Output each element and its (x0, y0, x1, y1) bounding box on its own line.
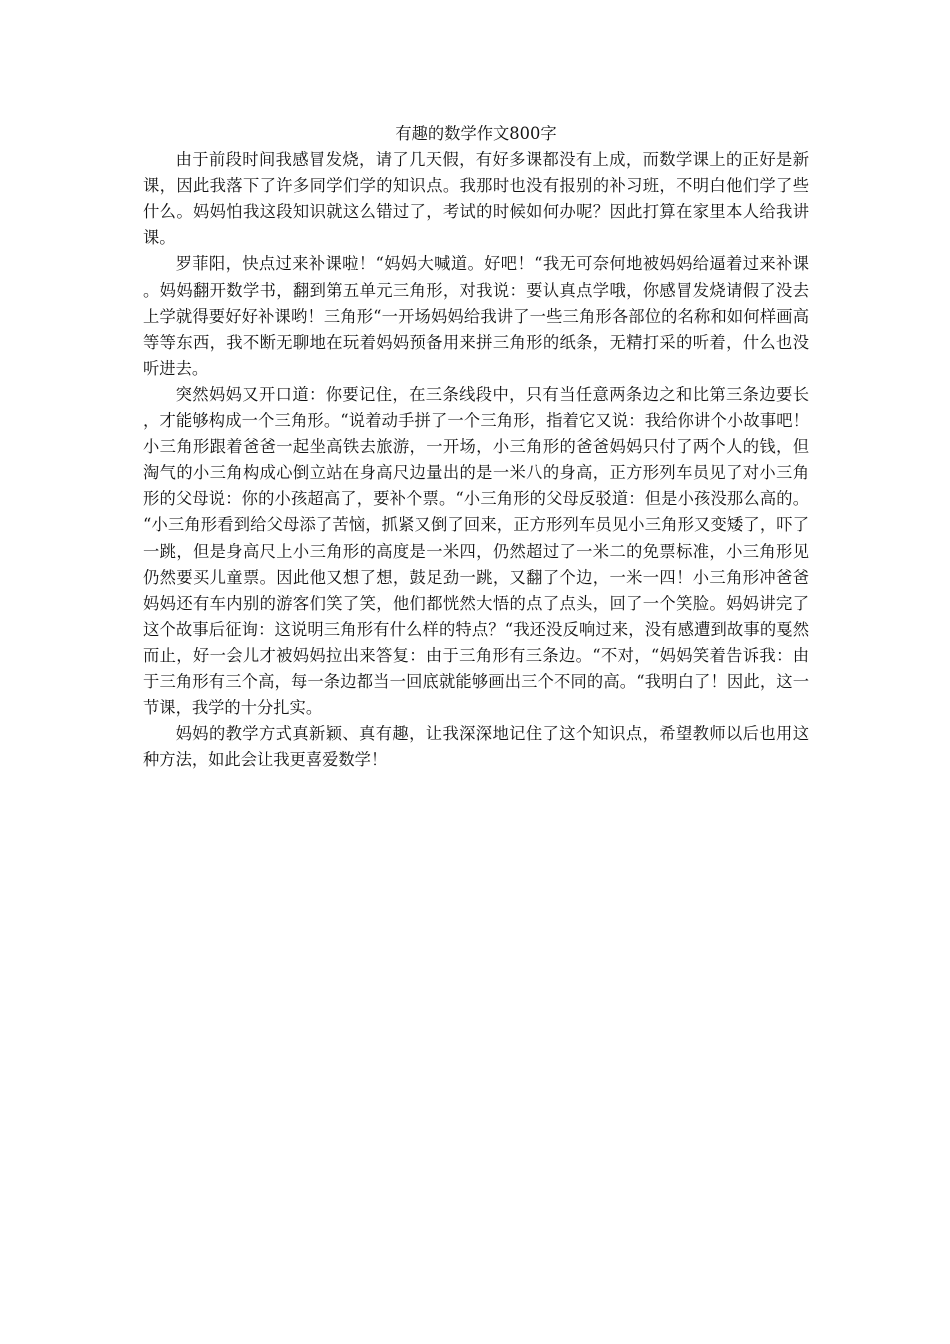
paragraph-4: 妈妈的教学方式真新颖、真有趣，让我深深地记住了这个知识点，希望教师以后也用这种方法，如此会让我更喜爱数学！ (143, 724, 809, 770)
paragraph-3: 突然妈妈又开口道：你要记住，在三条线段中，只有当任意两条边之和比第三条边要长，才能够构成一个三角形。“说着动手拼了一个三角形，指着它又说：我给你讲个小故事吧！小三角形跟着爸爸一起坐高铁去旅游，一开场，小三角形的爸爸妈妈只付了两个人的钱，但淘气的小三角构成心倒立站在身高尺边量出的是一米八的身高，正方形列车员见了对小三角形的父母说：你的小孩超高了，要补个票。“小三角形的父母反驳道：但是小孩没那么高的。“小三角形看到给父母添了苦恼，抓紧又倒了回来，正方形列车员见小三角形又变矮了，吓了一跳，但是身高尺上小三角形的高度是一米四，仍然超过了一米二的免票标准，小三角形见仍然要买儿童票。因此他又想了想，鼓足劲一跳，又翻了个边，一米一四！小三角形冲爸爸妈妈还有车内别的游客们笑了笑，他们都恍然大悟的点了点头，回了一个笑脸。妈妈讲完了这个故事后征询：这说明三角形有什么样的特点？“我还没反响过来，没有感遭到故事的戛然而止，好一会儿才被妈妈拉出来答复：由于三角形有三条边。“不对，“妈妈笑着告诉我：由于三角形有三个高，每一条边都当一回底就能够画出三个不同的高。“我明白了！因此，这一节课，我学的十分扎实。 (143, 384, 809, 718)
paragraph-1: 由于前段时间我感冒发烧，请了几天假，有好多课都没有上成，而数学课上的正好是新课，因此我落下了许多同学们学的知识点。我那时也没有报别的补习班，不明白他们学了些什么。妈妈怕我这段知识就这么错过了，考试的时候如何办呢？因此打算在家里本人给我讲课。 (143, 150, 809, 248)
document-title: 有趣的数学作文800字 (395, 124, 557, 143)
document-body (143, 121, 809, 773)
paragraph-2: 罗菲阳，快点过来补课啦！“妈妈大喊道。好吧！“我无可奈何地被妈妈给逼着过来补课。妈妈翻开数学书，翻到第五单元三角形，对我说：要认真点学哦，你感冒发烧请假了没去上学就得要好好补课哟！三角形“一开场妈妈给我讲了一些三角形各部位的名称和如何样画高等等东西，我不断无聊地在玩着妈妈预备用来拼三角形的纸条，无精打采的听着，什么也没听进去。 (143, 254, 809, 378)
